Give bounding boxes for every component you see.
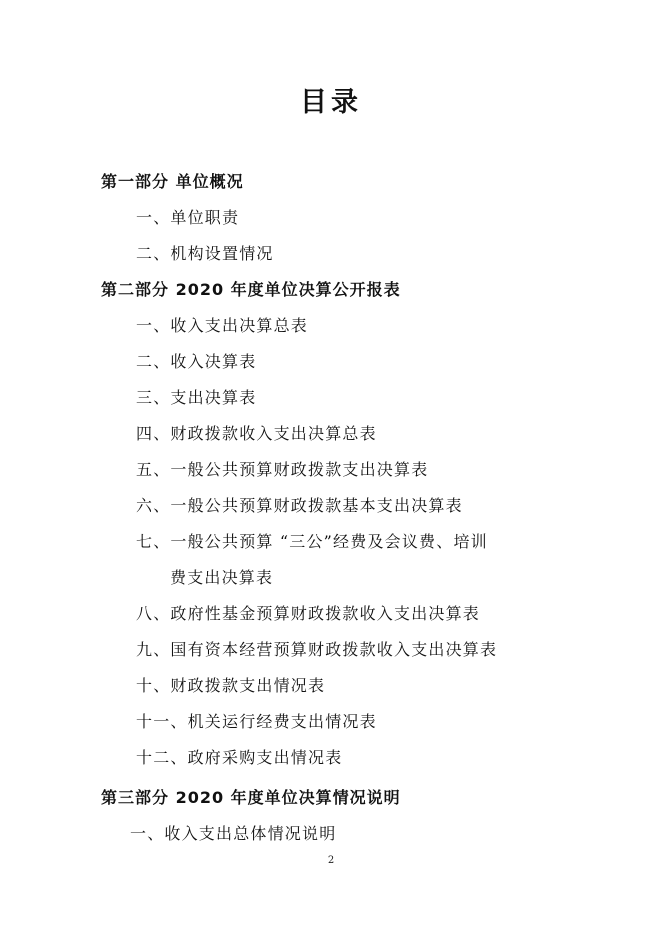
toc-entry: 七、一般公共预算 “三公”经费及会议费、培训 [136, 532, 488, 551]
toc-entry-continuation: 费支出决算表 [170, 568, 274, 587]
toc-entry: 四、财政拨款收入支出决算总表 [136, 424, 377, 443]
page-title: 目录 [300, 87, 362, 118]
toc-entry: 十二、政府采购支出情况表 [136, 748, 343, 767]
toc-entry: 十、财政拨款支出情况表 [136, 676, 326, 695]
toc-entry: 一、收入支出总体情况说明 [130, 824, 337, 843]
toc-entry: 二、收入决算表 [136, 352, 257, 371]
toc-part-2-heading: 第二部分 2020 年度单位决算公开报表 [101, 280, 401, 299]
toc-part-3-heading: 第三部分 2020 年度单位决算情况说明 [101, 788, 401, 807]
toc-entry: 三、支出决算表 [136, 388, 257, 407]
toc-entry: 九、国有资本经营预算财政拨款收入支出决算表 [136, 640, 498, 659]
page-number: 2 [327, 855, 335, 866]
toc-entry: 一、收入支出决算总表 [136, 316, 309, 335]
toc-entry: 十一、机关运行经费支出情况表 [136, 712, 377, 731]
toc-entry: 一、单位职责 [136, 208, 240, 227]
toc-part-1-heading: 第一部分 单位概况 [101, 172, 244, 191]
toc-entry: 五、一般公共预算财政拨款支出决算表 [136, 460, 429, 479]
toc-entry: 八、政府性基金预算财政拨款收入支出决算表 [136, 604, 481, 623]
toc-entry: 二、机构设置情况 [136, 244, 274, 263]
toc-entry: 六、一般公共预算财政拨款基本支出决算表 [136, 496, 463, 515]
